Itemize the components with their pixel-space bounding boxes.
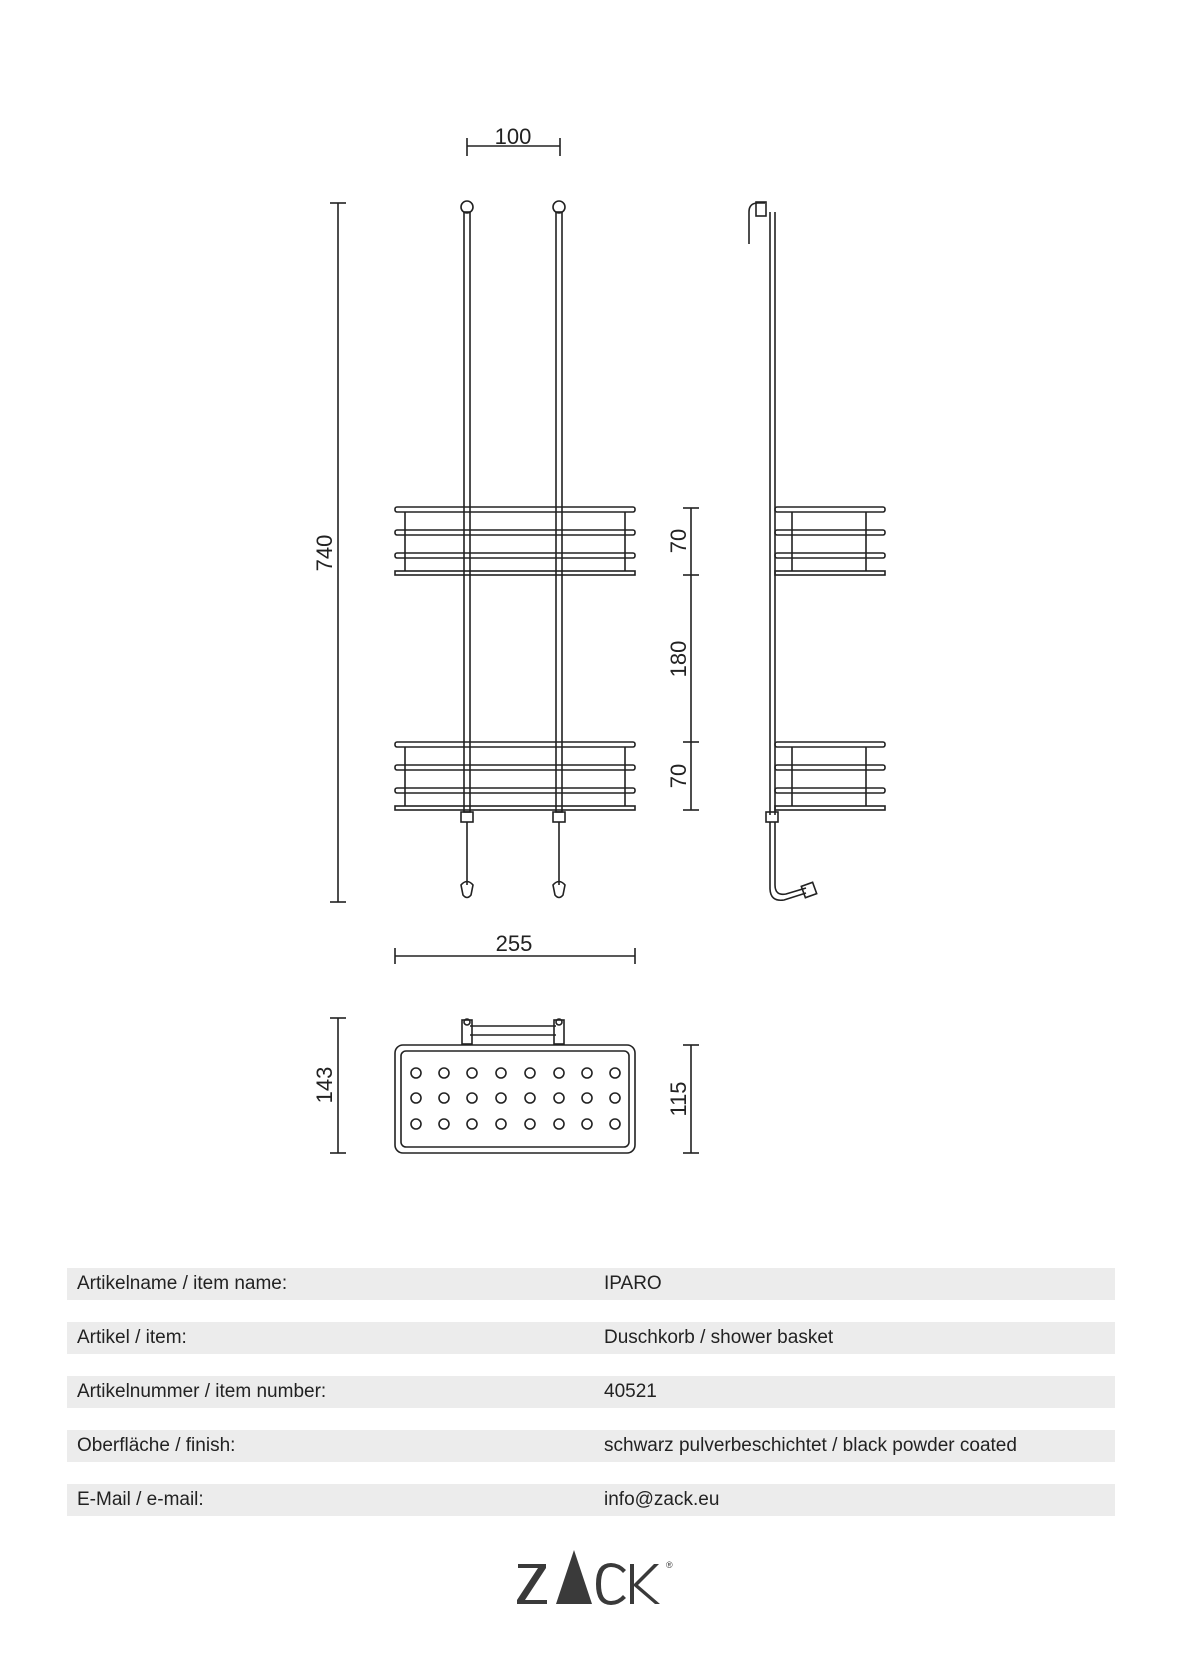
spec-value: IPARO (604, 1273, 662, 1294)
spec-row-item-name (67, 1268, 1115, 1300)
spec-row-item-number (67, 1376, 1115, 1408)
spec-label: Artikelnummer / item number: (77, 1381, 327, 1402)
spec-value: schwarz pulverbeschichtet / black powder coated (604, 1435, 1017, 1456)
spec-label: Artikelname / item name: (77, 1273, 288, 1294)
dim-label-total-height: 740 (312, 534, 337, 572)
side-view (749, 202, 885, 900)
spec-label: E-Mail / e-mail: (77, 1489, 204, 1510)
front-view (395, 201, 635, 898)
spec-value: Duschkorb / shower basket (604, 1327, 834, 1348)
spec-table (67, 1268, 1115, 1538)
spec-label: Artikel / item: (77, 1327, 187, 1348)
dim-label-basket-width: 255 (495, 931, 533, 956)
spec-value: 40521 (604, 1381, 657, 1402)
zack-logo (516, 1548, 676, 1608)
registered-mark: ® (666, 1560, 673, 1570)
dim-label-shelf-gap: 180 (666, 640, 691, 678)
dim-label-total-depth: 143 (312, 1066, 337, 1104)
spec-row-item (67, 1322, 1115, 1354)
spec-value: info@zack.eu (604, 1489, 720, 1510)
spec-label: Oberfläche / finish: (77, 1435, 236, 1456)
dim-label-shelf-bottom: 70 (666, 763, 691, 789)
spec-row-finish (67, 1430, 1115, 1462)
spec-row-email (67, 1484, 1115, 1516)
dim-label-rail-spacing: 100 (494, 124, 532, 149)
top-view (395, 1019, 635, 1153)
dim-label-basket-depth: 115 (666, 1081, 691, 1117)
dim-label-shelf-top: 70 (666, 528, 691, 554)
